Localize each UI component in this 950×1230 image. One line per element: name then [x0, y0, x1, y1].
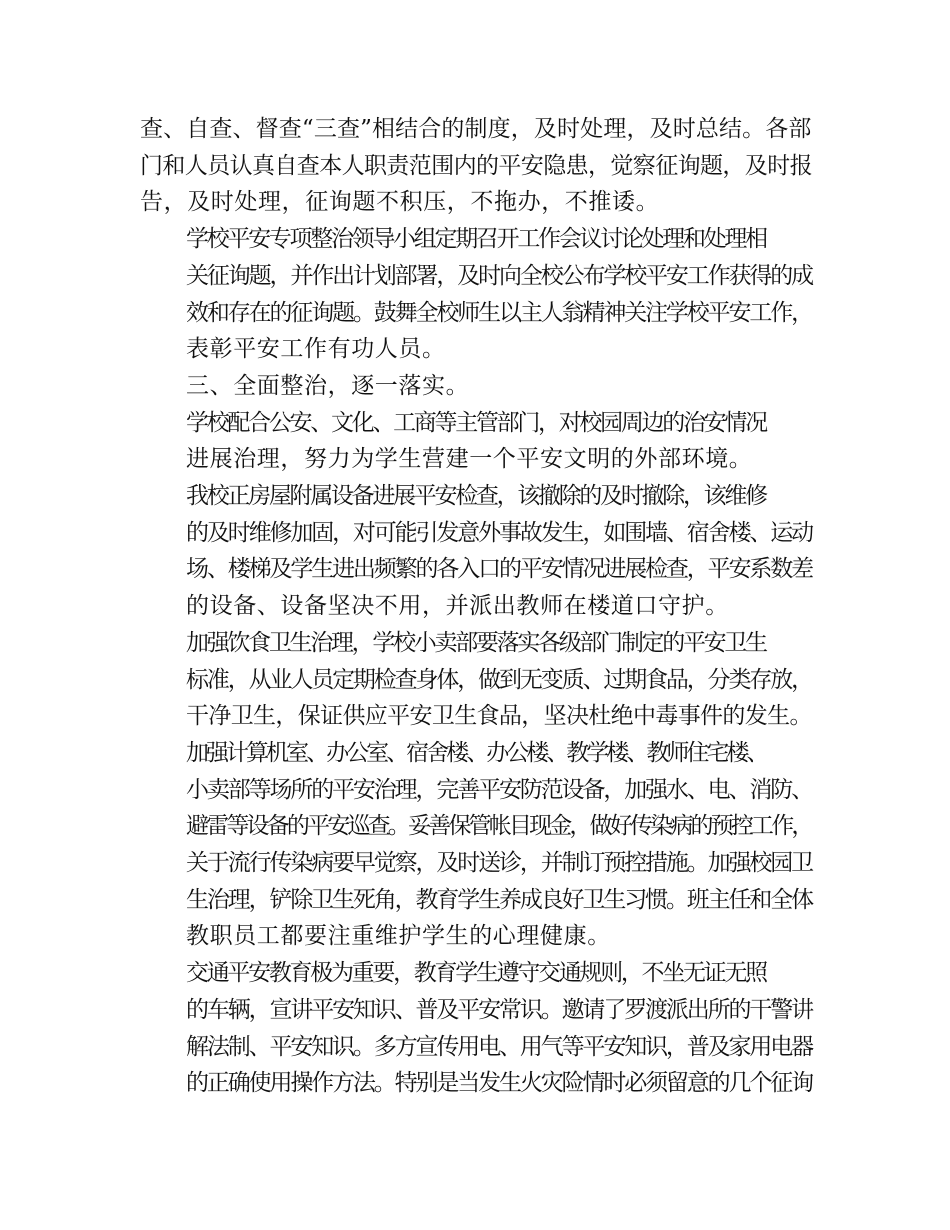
document-body: [140, 111, 812, 1102]
paragraph-line: 解法制、平安知识。多方宣传用电、用气等平安知识，普及家用电器: [186, 1033, 813, 1060]
paragraph-line: 避雷等设备的平安巡查。妥善保管帐目现金，做好传染病的预控工作，: [186, 813, 812, 840]
paragraph-line: 学校配合公安、文化、工商等主管部门，对校园周边的治安情况: [186, 409, 766, 436]
paragraph: [140, 735, 812, 955]
paragraph-line: 效和存在的征询题。鼓舞全校师生以主人翁精神关注学校平安工作，: [186, 299, 813, 326]
paragraph-line: 生治理，铲除卫生死角，教育学生养成良好卫生习惯。班主任和全体: [186, 886, 813, 913]
paragraph: [140, 478, 812, 625]
paragraph-line: 进展治理，努力为学生营建一个平安文明的外部环境。: [186, 446, 753, 473]
paragraph-line: 交通平安教育极为重要，教育学生遵守交通规则，不坐无证无照: [186, 960, 766, 987]
paragraph-line: 场、楼梯及学生进出频繁的各入口的平安情况进展检查，平安系数差: [186, 556, 813, 583]
paragraph: [140, 955, 812, 1102]
paragraph-line: 查、自查、督查“三查”相结合的制度，及时处理，及时总结。各部: [140, 116, 812, 142]
paragraph-line: 的设备、设备坚决不用，并派出教师在楼道口守护。: [186, 593, 729, 620]
paragraph: [140, 625, 812, 735]
paragraph-line: 加强饮食卫生治理，学校小卖部要落实各级部门制定的平安卫生: [186, 629, 766, 656]
paragraph-line: 的车辆，宣讲平安知识、普及平安常识。邀请了罗渡派出所的干警讲: [186, 996, 813, 1023]
paragraph-line: 标准，从业人员定期检查身体，做到无变质、过期食品，分类存放，: [186, 666, 813, 693]
paragraph-line: 的正确使用操作方法。特别是当发生火灾险情时必须留意的几个征询: [186, 1070, 813, 1097]
paragraph-line: 表彰平安工作有功人员。: [186, 336, 446, 363]
paragraph: [140, 111, 812, 221]
paragraph: [140, 368, 812, 405]
paragraph-line: 学校平安专项整治领导小组定期召开工作会议讨论处理和处理相: [186, 226, 766, 253]
paragraph-line: 关征询题，并作出计划部署，及时向全校公布学校平安工作获得的成: [186, 262, 813, 289]
paragraph-line: 三、全面整治，逐一落实。: [186, 372, 470, 399]
paragraph-line: 我校正房屋附属设备进展平安检查，该撤除的及时撤除，该维修: [186, 483, 766, 510]
paragraph-line: 关于流行传染病要早觉察，及时送诊，并制订预控措施。加强校园卫: [186, 850, 813, 877]
paragraph-line: 教职员工都要注重维护学生的心理健康。: [186, 923, 611, 950]
paragraph-line: 小卖部等场所的平安治理，完善平安防范设备，加强水、电、消防、: [186, 776, 813, 803]
paragraph: [140, 405, 812, 478]
paragraph-line: 加强计算机室、办公室、宿舍楼、办公楼、教学楼、教师住宅楼、: [186, 739, 767, 766]
paragraph-line: 的及时维修加固，对可能引发意外事故发生，如围墙、宿舍楼、运动: [186, 519, 813, 546]
paragraph-line: 干净卫生，保证供应平安卫生食品，坚决杜绝中毒事件的发生。: [186, 703, 812, 730]
paragraph: [140, 221, 812, 368]
paragraph-line: 门和人员认真自查本人职责范围内的平安隐患，觉察征询题，及时报: [140, 152, 813, 179]
paragraph-line: 告，及时处理，征询题不积压，不拖办，不推诿。: [140, 189, 660, 216]
